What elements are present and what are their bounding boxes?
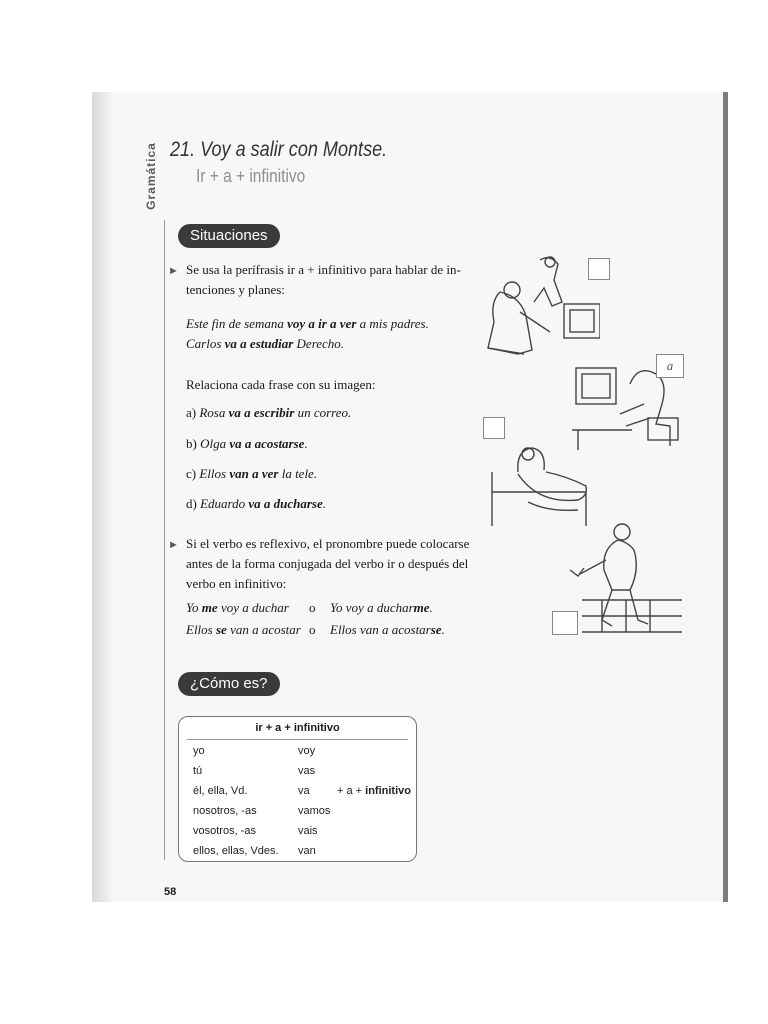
table-cell-pronoun: él, ella, Vd.: [193, 785, 248, 797]
exercise-instruction: Relaciona cada frase con su imagen:: [186, 377, 376, 392]
illustration-taking-shower: [566, 520, 682, 636]
reflexive-rule-text: Si el verbo es reflexivo, el pronombre puede colocarse: [186, 536, 470, 551]
reflexive-separator: o: [309, 600, 316, 615]
situaciones-badge: Situaciones: [178, 224, 280, 248]
reflexive-rule-text-2: antes de la forma conjugada del verbo ir o después del: [186, 556, 469, 571]
table-cell-verb: vais: [298, 825, 318, 837]
table-cell-pronoun: ellos, ellas, Vdes.: [193, 845, 279, 857]
exercise-item-a: a) Rosa va a escribir un correo.: [186, 405, 352, 420]
example-sentence-1: Este fin de semana voy a ir a ver a mis padres.: [186, 316, 429, 331]
como-es-badge: ¿Cómo es?: [178, 672, 280, 696]
answer-box[interactable]: [588, 258, 610, 280]
table-cell-pronoun: tú: [193, 765, 203, 777]
answer-box[interactable]: [552, 611, 578, 635]
reflexive-example-left-1: Yo me voy a duchar: [186, 600, 289, 615]
table-cell-verb: vamos: [298, 805, 331, 817]
section-sidebar-label: Gramática: [144, 142, 158, 210]
page-number: 58: [164, 886, 177, 898]
table-cell-verb: voy: [298, 745, 316, 757]
unit-title: 21. Voy a salir con Montse.: [170, 138, 388, 161]
reflexive-example-left-2: Ellos se van a acostar: [186, 622, 301, 637]
table-cell-pronoun: vosotros, -as: [193, 825, 256, 837]
intro-text: Se usa la perífrasis ir a + infinitivo para hablar de in-: [186, 262, 461, 277]
reflexive-separator: o: [309, 622, 316, 637]
conjugation-table: [178, 716, 417, 862]
page-gutter-shadow: [92, 92, 112, 902]
intro-text-2: tenciones y planes:: [186, 282, 285, 297]
illustration-going-to-bed: [488, 432, 596, 528]
answer-box-a[interactable]: a: [656, 354, 684, 378]
bullet-arrow-icon: ►: [168, 539, 179, 551]
table-cell-verb: va: [298, 785, 310, 797]
illustration-watching-tv: [480, 252, 600, 368]
table-header: ir + a + infinitivo: [255, 722, 340, 734]
table-suffix: + a + infinitivo: [337, 785, 411, 797]
page-right-edge: [723, 92, 728, 902]
exercise-item-d: d) Eduardo va a ducharse.: [186, 496, 327, 511]
exercise-item-c: c) Ellos van a ver la tele.: [186, 466, 318, 481]
reflexive-example-right-2: Ellos van a acostarse.: [330, 622, 445, 637]
reflexive-example-right-1: Yo voy a ducharme.: [330, 600, 433, 615]
margin-rule: [164, 220, 165, 860]
exercise-item-b: b) Olga va a acostarse.: [186, 436, 308, 451]
table-cell-pronoun: yo: [193, 745, 205, 757]
bullet-arrow-icon: ►: [168, 265, 179, 277]
table-cell-pronoun: nosotros, -as: [193, 805, 257, 817]
example-sentence-2: Carlos va a estudiar Derecho.: [186, 336, 345, 351]
reflexive-rule-text-3: verbo en infinitivo:: [186, 576, 287, 591]
table-cell-verb: vas: [298, 765, 316, 777]
answer-box[interactable]: [483, 417, 505, 439]
table-header-divider: [187, 739, 408, 740]
table-cell-verb: van: [298, 845, 316, 857]
unit-subtitle: Ir + a + infinitivo: [196, 166, 306, 186]
